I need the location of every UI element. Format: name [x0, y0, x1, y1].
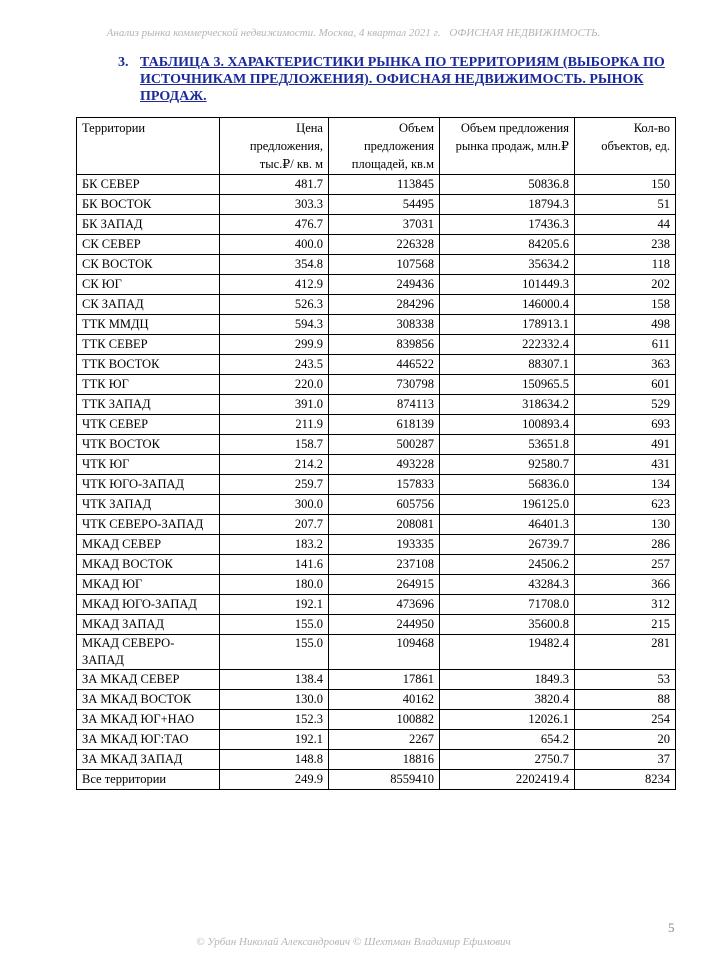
cell-count: 215	[575, 615, 676, 635]
cell-count: 431	[575, 455, 676, 475]
cell-area: 37031	[329, 215, 440, 235]
cell-volume: 318634.2	[440, 395, 575, 415]
table-row	[77, 215, 676, 235]
cell-area: 730798	[329, 375, 440, 395]
cell-territory: ЧТК ЗАПАД	[77, 495, 220, 515]
cell-volume: 53651.8	[440, 435, 575, 455]
cell-price: 412.9	[220, 275, 329, 295]
cell-count: 51	[575, 195, 676, 215]
cell-count: 286	[575, 535, 676, 555]
cell-volume: 100893.4	[440, 415, 575, 435]
cell-count: 20	[575, 730, 676, 750]
cell-count: 312	[575, 595, 676, 615]
cell-territory: БК ВОСТОК	[77, 195, 220, 215]
cell-territory: ТТК ЮГ	[77, 375, 220, 395]
cell-area: 284296	[329, 295, 440, 315]
cell-price: 155.0	[220, 635, 329, 670]
cell-price: 214.2	[220, 455, 329, 475]
cell-price: 211.9	[220, 415, 329, 435]
market-table	[76, 117, 676, 790]
cell-volume: 196125.0	[440, 495, 575, 515]
table-row	[77, 670, 676, 690]
cell-price: 476.7	[220, 215, 329, 235]
table-row	[77, 750, 676, 770]
table-row	[77, 515, 676, 535]
cell-territory: ЧТК ВОСТОК	[77, 435, 220, 455]
cell-price: 192.1	[220, 595, 329, 615]
running-header-right: ОФИСНАЯ НЕДВИЖИМОСТЬ.	[449, 27, 601, 39]
cell-volume: 26739.7	[440, 535, 575, 555]
cell-count: 254	[575, 710, 676, 730]
cell-volume: 222332.4	[440, 335, 575, 355]
cell-count: 693	[575, 415, 676, 435]
column-header-count: Кол-во объектов, ед.	[575, 118, 676, 175]
cell-area: 244950	[329, 615, 440, 635]
cell-territory: БК ЗАПАД	[77, 215, 220, 235]
cell-price: 526.3	[220, 295, 329, 315]
cell-territory: ЧТК СЕВЕРО-ЗАПАД	[77, 515, 220, 535]
table-row	[77, 255, 676, 275]
cell-price: 192.1	[220, 730, 329, 750]
cell-count: 134	[575, 475, 676, 495]
cell-volume: 12026.1	[440, 710, 575, 730]
cell-price: 130.0	[220, 690, 329, 710]
cell-count: 601	[575, 375, 676, 395]
cell-territory: СК ВОСТОК	[77, 255, 220, 275]
cell-price: 155.0	[220, 615, 329, 635]
cell-volume: 92580.7	[440, 455, 575, 475]
cell-count: 491	[575, 435, 676, 455]
cell-area: 308338	[329, 315, 440, 335]
cell-territory: МКАД ВОСТОК	[77, 555, 220, 575]
table-row	[77, 415, 676, 435]
cell-count: 611	[575, 335, 676, 355]
cell-price: 391.0	[220, 395, 329, 415]
cell-price: 481.7	[220, 175, 329, 195]
cell-price: 141.6	[220, 555, 329, 575]
cell-territory: ЧТК ЮГО-ЗАПАД	[77, 475, 220, 495]
table-row	[77, 495, 676, 515]
cell-volume: 50836.8	[440, 175, 575, 195]
table-body	[77, 175, 676, 790]
cell-area: 113845	[329, 175, 440, 195]
cell-area: 874113	[329, 395, 440, 415]
cell-territory: ТТК ММДЦ	[77, 315, 220, 335]
table-row	[77, 375, 676, 395]
cell-price: 183.2	[220, 535, 329, 555]
cell-count: 281	[575, 635, 676, 670]
cell-count: 37	[575, 750, 676, 770]
cell-count: 238	[575, 235, 676, 255]
cell-area: 208081	[329, 515, 440, 535]
cell-territory: МКАД ЮГО-ЗАПАД	[77, 595, 220, 615]
cell-price: 354.8	[220, 255, 329, 275]
cell-volume: 35634.2	[440, 255, 575, 275]
cell-count: 118	[575, 255, 676, 275]
cell-area: 107568	[329, 255, 440, 275]
cell-volume: 35600.8	[440, 615, 575, 635]
cell-area: 109468	[329, 635, 440, 670]
cell-price: 158.7	[220, 435, 329, 455]
cell-count: 8234	[575, 770, 676, 790]
cell-territory: ЧТК ЮГ	[77, 455, 220, 475]
cell-volume: 178913.1	[440, 315, 575, 335]
cell-count: 202	[575, 275, 676, 295]
cell-volume: 19482.4	[440, 635, 575, 670]
cell-territory: ЗА МКАД ЮГ+НАО	[77, 710, 220, 730]
table-row	[77, 275, 676, 295]
table-row	[77, 235, 676, 255]
cell-volume: 18794.3	[440, 195, 575, 215]
cell-area: 8559410	[329, 770, 440, 790]
cell-volume: 17436.3	[440, 215, 575, 235]
cell-volume: 46401.3	[440, 515, 575, 535]
running-header-left: Анализ рынка коммерческой недвижимости. Москва, 4 квартал 2021 г.	[106, 27, 441, 39]
table-row	[77, 595, 676, 615]
cell-area: 446522	[329, 355, 440, 375]
cell-territory: Все территории	[77, 770, 220, 790]
cell-count: 498	[575, 315, 676, 335]
cell-territory: ТТК ЗАПАД	[77, 395, 220, 415]
cell-area: 193335	[329, 535, 440, 555]
cell-price: 249.9	[220, 770, 329, 790]
cell-price: 259.7	[220, 475, 329, 495]
cell-area: 100882	[329, 710, 440, 730]
cell-volume: 101449.3	[440, 275, 575, 295]
cell-volume: 56836.0	[440, 475, 575, 495]
cell-territory: МКАД ЗАПАД	[77, 615, 220, 635]
cell-count: 53	[575, 670, 676, 690]
cell-territory: ТТК СЕВЕР	[77, 335, 220, 355]
cell-territory: МКАД СЕВЕР	[77, 535, 220, 555]
cell-area: 2267	[329, 730, 440, 750]
footer-copyright: © Урбан Николай Александрович © Шехтман Владимир Ефимович	[196, 936, 511, 948]
cell-territory: МКАД СЕВЕРО-ЗАПАД	[77, 635, 220, 670]
cell-count: 257	[575, 555, 676, 575]
running-header	[0, 27, 707, 39]
cell-price: 400.0	[220, 235, 329, 255]
section-heading	[118, 54, 678, 105]
section-title: ТАБЛИЦА 3. ХАРАКТЕРИСТИКИ РЫНКА ПО ТЕРРИТОРИЯМ (ВЫБОРКА ПО ИСТОЧНИКАМ ПРЕДЛОЖЕНИЯ). ОФИСНАЯ НЕДВИЖИМОСТЬ. РЫНОК ПРОДАЖ.	[140, 55, 665, 104]
page-number: 5	[668, 920, 675, 935]
cell-volume: 84205.6	[440, 235, 575, 255]
cell-territory: ЧТК СЕВЕР	[77, 415, 220, 435]
cell-territory: СК ЗАПАД	[77, 295, 220, 315]
cell-price: 220.0	[220, 375, 329, 395]
cell-count: 366	[575, 575, 676, 595]
table-row	[77, 195, 676, 215]
cell-count: 529	[575, 395, 676, 415]
cell-price: 180.0	[220, 575, 329, 595]
table-row	[77, 710, 676, 730]
table-row	[77, 355, 676, 375]
cell-area: 605756	[329, 495, 440, 515]
cell-area: 473696	[329, 595, 440, 615]
section-number: 3.	[118, 55, 129, 70]
cell-price: 300.0	[220, 495, 329, 515]
cell-territory: МКАД ЮГ	[77, 575, 220, 595]
cell-area: 839856	[329, 335, 440, 355]
table-row	[77, 635, 676, 670]
cell-volume: 654.2	[440, 730, 575, 750]
cell-area: 237108	[329, 555, 440, 575]
cell-count: 88	[575, 690, 676, 710]
cell-count: 623	[575, 495, 676, 515]
cell-volume: 3820.4	[440, 690, 575, 710]
table-row	[77, 615, 676, 635]
cell-area: 18816	[329, 750, 440, 770]
cell-volume: 150965.5	[440, 375, 575, 395]
table-row	[77, 315, 676, 335]
cell-area: 249436	[329, 275, 440, 295]
cell-price: 303.3	[220, 195, 329, 215]
cell-price: 138.4	[220, 670, 329, 690]
table-row	[77, 555, 676, 575]
cell-price: 299.9	[220, 335, 329, 355]
cell-territory: СК СЕВЕР	[77, 235, 220, 255]
cell-territory: ТТК ВОСТОК	[77, 355, 220, 375]
cell-area: 226328	[329, 235, 440, 255]
cell-volume: 2750.7	[440, 750, 575, 770]
cell-volume: 43284.3	[440, 575, 575, 595]
cell-area: 40162	[329, 690, 440, 710]
cell-volume: 24506.2	[440, 555, 575, 575]
cell-area: 618139	[329, 415, 440, 435]
cell-count: 130	[575, 515, 676, 535]
cell-price: 207.7	[220, 515, 329, 535]
cell-count: 44	[575, 215, 676, 235]
cell-volume: 146000.4	[440, 295, 575, 315]
cell-territory: СК ЮГ	[77, 275, 220, 295]
table-row	[77, 335, 676, 355]
table-row	[77, 295, 676, 315]
table-row	[77, 435, 676, 455]
cell-volume: 88307.1	[440, 355, 575, 375]
cell-count: 363	[575, 355, 676, 375]
table-row	[77, 730, 676, 750]
cell-territory: БК СЕВЕР	[77, 175, 220, 195]
column-header-area: Объем предложения площадей, кв.м	[329, 118, 440, 175]
cell-area: 264915	[329, 575, 440, 595]
cell-area: 493228	[329, 455, 440, 475]
table-row	[77, 770, 676, 790]
table-row	[77, 395, 676, 415]
cell-area: 17861	[329, 670, 440, 690]
cell-volume: 1849.3	[440, 670, 575, 690]
cell-price: 148.8	[220, 750, 329, 770]
cell-price: 152.3	[220, 710, 329, 730]
cell-territory: ЗА МКАД СЕВЕР	[77, 670, 220, 690]
cell-volume: 71708.0	[440, 595, 575, 615]
table-row	[77, 575, 676, 595]
cell-territory: ЗА МКАД ЗАПАД	[77, 750, 220, 770]
table-row	[77, 175, 676, 195]
cell-price: 594.3	[220, 315, 329, 335]
table-row	[77, 690, 676, 710]
cell-volume: 2202419.4	[440, 770, 575, 790]
cell-count: 158	[575, 295, 676, 315]
table-row	[77, 535, 676, 555]
cell-area: 54495	[329, 195, 440, 215]
cell-price: 243.5	[220, 355, 329, 375]
column-header-volume: Объем предложения рынка продаж, млн.₽	[440, 118, 575, 175]
column-header-price: Цена предложения, тыс.₽/ кв. м	[220, 118, 329, 175]
column-header-territory: Территории	[77, 118, 220, 175]
cell-territory: ЗА МКАД ЮГ:ТАО	[77, 730, 220, 750]
cell-territory: ЗА МКАД ВОСТОК	[77, 690, 220, 710]
cell-area: 157833	[329, 475, 440, 495]
table-header-row	[77, 118, 676, 175]
cell-area: 500287	[329, 435, 440, 455]
table-row	[77, 455, 676, 475]
cell-count: 150	[575, 175, 676, 195]
table-row	[77, 475, 676, 495]
